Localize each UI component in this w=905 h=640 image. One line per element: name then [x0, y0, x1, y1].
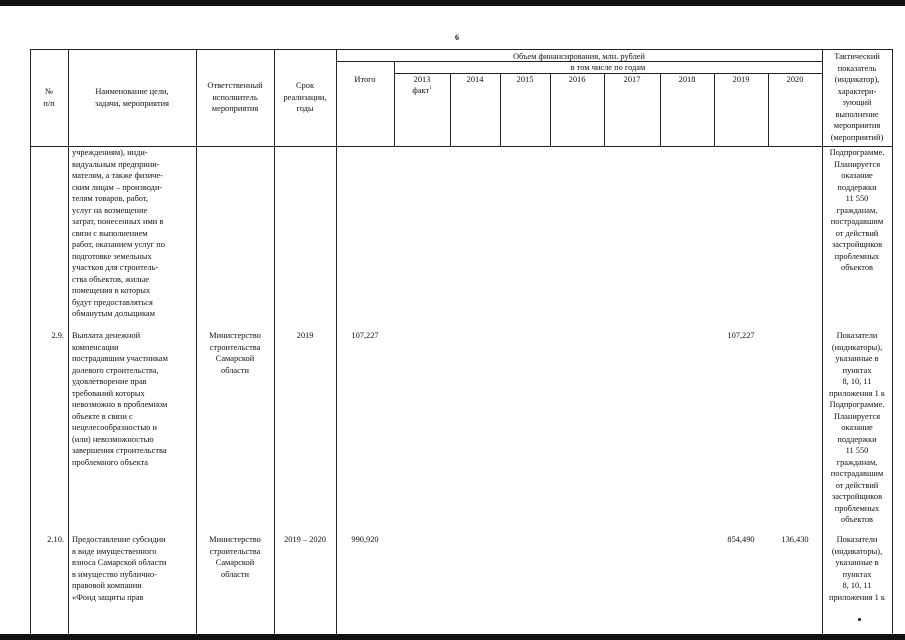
cell-period: 2019 — [296, 331, 314, 340]
cell-2019: 854,490 — [727, 535, 755, 544]
header-year-2020: 2020 — [786, 75, 804, 84]
cell-2020: 136,430 — [781, 535, 809, 544]
header-name: Наименование цели, задачи, мероприятия — [95, 87, 169, 108]
header-year-2019: 2019 — [732, 75, 750, 84]
cell-name: Выплата денежной компенсации пострадавшим участникам долевого строительства, удовлетворение прав требований которых невозможно в проблемном объекте в связи с нецелесообразностью и (или) невозможностью завершения строительства проблемного объекта — [72, 331, 168, 467]
cell-name: учреждениям), инди- видуальным предприни- мателям, а также физиче- ским лицам – производи- телям товаров, работ, услуг на возмещение затрат, понесенных ими в связи с выполнением работ, оказанием услуг по подготовке земельных участков для строитель- ства объектов, жилые помещения в которых будут предоставляться обманутым дольщикам — [72, 148, 165, 318]
cell-num: 2.9. — [51, 331, 64, 340]
header-year-2013: 2013 — [413, 75, 431, 84]
cell-total: 107,227 — [351, 331, 379, 340]
header-year-2016: 2016 — [568, 75, 586, 84]
cell-num: 2.10. — [47, 535, 64, 544]
scan-bottom-border — [0, 634, 905, 640]
header-period: Срок реализации, годы — [283, 81, 327, 113]
header-fact: факт$^1$ — [412, 86, 432, 95]
cell-indicator: Подпрограмме. Планируется оказание поддержки 11 550 гражданам, пострадавшим от действий застройщиков проблемных объектов — [829, 148, 885, 272]
header-total: Итого — [354, 75, 376, 84]
cell-2019: 107,227 — [727, 331, 755, 340]
header-year-2017: 2017 — [623, 75, 641, 84]
header-year-2018: 2018 — [678, 75, 696, 84]
cell-indicator: Показатели (индикаторы), указанные в пунктах 8, 10, 11 приложения 1 к — [829, 535, 885, 602]
cell-executor: Министерство строительства Самарской области — [209, 535, 261, 579]
header-funding: Объем финансирования, млн. рублей — [512, 52, 645, 61]
cell-executor: Министерство строительства Самарской области — [209, 331, 261, 375]
scan-top-border — [0, 0, 905, 6]
cell-indicator: Показатели (индикаторы), указанные в пунктах 8, 10, 11 приложения 1 к Подпрограмме. Планируется оказание поддержки 11 550 гражданам, пострадавшим от действий застройщиков проблемных объектов — [829, 331, 885, 524]
header-num: № п/п — [43, 87, 55, 108]
cell-total: 990,920 — [351, 535, 379, 544]
header-by-years: в том числе по годам — [570, 63, 646, 72]
header-year-2014: 2014 — [466, 75, 484, 84]
cell-name: Предоставление субсидии в виде имущественного взноса Самарской области в имущество публично- правовой компании «Фонд защиты прав — [72, 535, 167, 602]
header-year-2015: 2015 — [516, 75, 534, 84]
scan-speck — [858, 618, 861, 621]
page-number: 6 — [455, 33, 459, 42]
footnote-ref: 1 — [429, 86, 432, 92]
cell-period: 2019 – 2020 — [284, 535, 326, 544]
header-indicator: Тактический показатель (индикатор), характери- зующий выполнение мероприятия (мероприятий) — [830, 52, 884, 142]
header-executor: Ответственный исполнитель мероприятия — [207, 81, 263, 113]
